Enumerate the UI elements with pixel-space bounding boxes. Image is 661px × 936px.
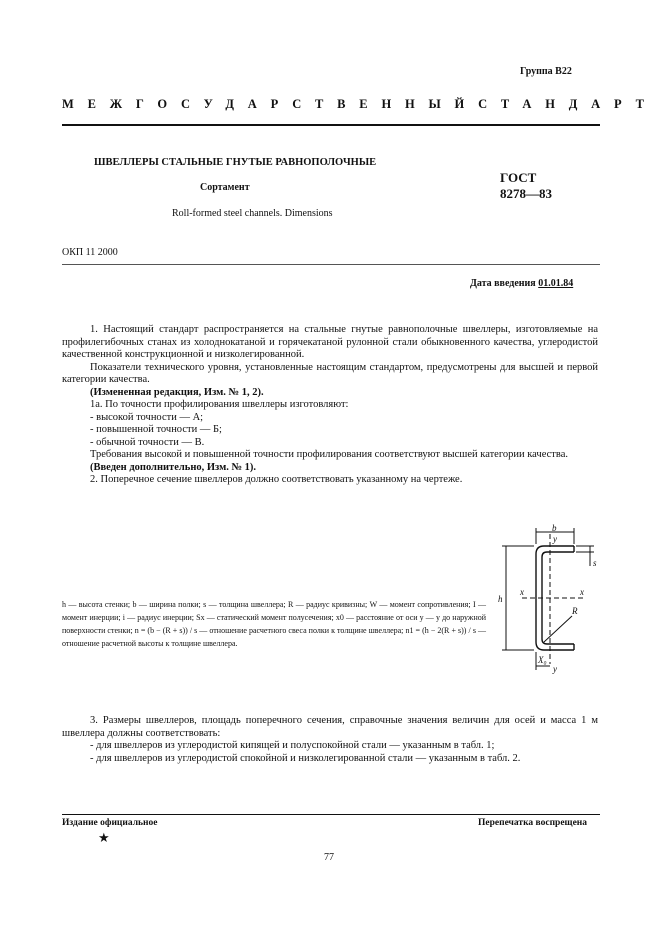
header-rule	[62, 124, 600, 126]
paragraph-1: 1. Настоящий стандарт распространяется на стальные гнутые равнополочные швеллеры, изготовляемые на профилегибочных станах из холоднокатаной и горячекатаной рулонной стали обыкновенного качества, углеродистой качественной конструкционной и низколегированной.	[62, 324, 598, 360]
standard-banner	[62, 97, 658, 112]
label-b: b	[552, 524, 557, 533]
document-subtitle: Сортамент	[200, 182, 250, 193]
paragraph-3: 3. Размеры швеллеров, площадь поперечного сечения, справочные значения величин для осей и масса 1 м швеллера должны соответствовать:	[62, 715, 598, 739]
paragraph-2-section: 2. Поперечное сечение швеллеров должно соответствовать указанному на чертеже.	[90, 474, 463, 485]
group-code: Группа В22	[520, 66, 572, 77]
label-h: h	[498, 594, 503, 604]
label-x-right: x	[580, 587, 584, 597]
paragraph-2: Показатели технического уровня, установленные настоящим стандартом, предусмотрены для высшей и первой категории качества.	[62, 361, 598, 385]
accuracy-a: - высокой точности — А;	[90, 411, 204, 423]
gost-code: 8278—83	[500, 186, 552, 201]
label-y-top: y	[553, 534, 557, 544]
body-section-1	[62, 324, 598, 487]
english-title: Roll-formed steel channels. Dimensions	[172, 208, 333, 219]
accuracy-b: - повышенной точности — Б;	[90, 424, 222, 435]
footer-rule	[62, 814, 600, 815]
table-ref-1: - для швеллеров из углеродистой кипящей и полуспокойной стали — указанным в табл. 1;	[90, 740, 495, 751]
label-s: s	[593, 558, 597, 568]
amendment-note-2: (Введен дополнительно, Изм. № 1).	[90, 461, 257, 473]
label-y-bottom: y	[553, 664, 557, 674]
introduction-date	[470, 278, 573, 289]
intro-date-value: 01.01.84	[538, 278, 574, 289]
amendment-note-1: (Измененная редакция, Изм. № 1, 2).	[90, 386, 264, 398]
label-R: R	[572, 606, 578, 616]
table-ref-2: - для швеллеров из углеродистой спокойной и низколегированной стали — указанным в табл. 2.	[90, 752, 521, 764]
intro-date-label: Дата введения	[470, 278, 536, 289]
body-section-3	[62, 715, 598, 765]
star-icon: ★	[98, 830, 110, 845]
paragraph-accuracy-req: Требования высокой и повышенной точности профилирования соответствуют высшей категории качества.	[90, 449, 568, 460]
reprint-prohibited: Перепечатка воспрещена	[478, 818, 588, 828]
label-x-left: x	[520, 587, 524, 597]
accuracy-c: - обычной точности — В.	[90, 436, 205, 448]
page-number: 77	[324, 852, 334, 863]
document-title: ШВЕЛЛЕРЫ СТАЛЬНЫЕ ГНУТЫЕ РАВНОПОЛОЧНЫЕ	[94, 157, 377, 168]
banner-right: СТАНДАРТ	[478, 97, 658, 111]
legend-line-1: h — высота стенки; b — ширина полки; s — толщина швеллера; R — радиус кривизны; W — момент сопротивления; I — момент инерции; i — радиус инерции; Sx — статический момент полусечения; x0 — расстояние от оси y — y до наружной поверхности стенки; n = (b − (R + s)) / s —	[62, 600, 486, 635]
gost-number	[500, 170, 552, 202]
channel-section-drawing	[492, 524, 610, 674]
paragraph-1a: 1а. По точности профилирования швеллеры изготовляют:	[90, 399, 349, 410]
banner-left: МЕЖГОСУДАРСТВЕННЫЙ	[62, 97, 479, 111]
okp-rule	[62, 264, 600, 265]
symbol-legend	[62, 598, 486, 650]
okp-code: ОКП 11 2000	[62, 247, 118, 258]
gost-label: ГОСТ	[500, 170, 537, 185]
official-edition: Издание официальное	[62, 818, 158, 828]
legend-line-2: отношение расчетного свеса полки к толщине швеллера; n1 = (h − 2(R + s)) / s — отношение расчетной высоты к толщине швеллера.	[62, 626, 487, 648]
label-x0: X₀	[538, 655, 547, 665]
